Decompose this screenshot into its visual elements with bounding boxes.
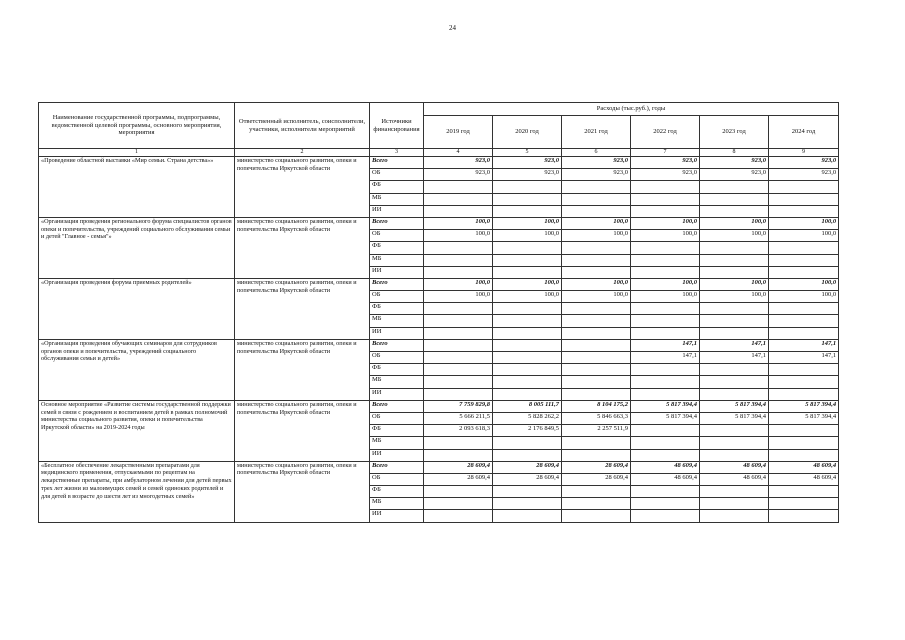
funding-source: ИИ [370, 205, 424, 217]
column-number: 8 [700, 149, 769, 157]
expense-value [631, 254, 700, 266]
expense-value: 28 609,4 [424, 473, 493, 485]
expense-value [769, 364, 839, 376]
expense-value [562, 266, 631, 278]
expense-value: 2 257 511,9 [562, 425, 631, 437]
expense-value [700, 181, 769, 193]
expense-value [769, 388, 839, 400]
expense-value [493, 181, 562, 193]
funding-source: Всего [370, 157, 424, 169]
expense-value [769, 266, 839, 278]
responsible-executor: министерство социального развития, опеки и попечительства Иркутской области [235, 157, 370, 218]
expense-value [631, 388, 700, 400]
expense-value: 923,0 [631, 157, 700, 169]
expense-value: 5 846 663,3 [562, 412, 631, 424]
funding-source: ИИ [370, 449, 424, 461]
expense-value: 923,0 [631, 169, 700, 181]
expense-value: 48 609,4 [700, 461, 769, 473]
expense-value [562, 388, 631, 400]
expense-value: 923,0 [700, 169, 769, 181]
expense-value: 147,1 [700, 339, 769, 351]
funding-source: ФБ [370, 242, 424, 254]
expense-value [493, 327, 562, 339]
expense-value [769, 376, 839, 388]
header-year: 2024 год [769, 116, 839, 149]
expense-value [700, 510, 769, 522]
expense-value [493, 205, 562, 217]
expense-value [562, 437, 631, 449]
expense-value [700, 327, 769, 339]
table-row [39, 278, 839, 290]
expense-value [562, 449, 631, 461]
funding-source: ОБ [370, 291, 424, 303]
expense-value: 100,0 [424, 217, 493, 229]
expense-value [700, 254, 769, 266]
table-row [39, 339, 839, 351]
expense-value [424, 327, 493, 339]
expense-value [700, 242, 769, 254]
expense-value: 100,0 [493, 291, 562, 303]
expense-value: 48 609,4 [769, 473, 839, 485]
activity-name: Основное мероприятие «Развитие системы государственной поддержки семей в связи с рождением и воспитанием детей в рамках полномочий министерства социального развития, опеки и попечительства Иркутской области» на 2019-2024 годы [39, 400, 235, 461]
expense-value [424, 498, 493, 510]
expense-value: 28 609,4 [493, 461, 562, 473]
expense-value [700, 193, 769, 205]
expense-value [769, 498, 839, 510]
expense-value: 48 609,4 [769, 461, 839, 473]
expense-value [769, 510, 839, 522]
activity-name: «Организация проведения регионального форума специалистов органов опеки и попечительства, учреждений социального обслуживания семьи и детей "Главное - семья"» [39, 217, 235, 278]
expense-value [700, 376, 769, 388]
funding-source: ОБ [370, 169, 424, 181]
table-body [39, 157, 839, 523]
expense-value: 923,0 [424, 157, 493, 169]
expense-value: 100,0 [700, 278, 769, 290]
expense-value [631, 242, 700, 254]
expense-value [700, 449, 769, 461]
expense-value [631, 510, 700, 522]
expense-value [424, 352, 493, 364]
expense-value [631, 193, 700, 205]
expense-value: 923,0 [562, 157, 631, 169]
funding-source: МБ [370, 376, 424, 388]
expense-value [424, 205, 493, 217]
expense-value [700, 437, 769, 449]
expense-value [631, 425, 700, 437]
expense-value: 7 759 829,8 [424, 400, 493, 412]
expense-value [424, 254, 493, 266]
expense-value: 147,1 [769, 352, 839, 364]
expense-value: 100,0 [493, 230, 562, 242]
expense-value [562, 193, 631, 205]
expense-value: 28 609,4 [493, 473, 562, 485]
column-number: 3 [370, 149, 424, 157]
expense-value: 48 609,4 [631, 473, 700, 485]
funding-source: ИИ [370, 388, 424, 400]
funding-source: Всего [370, 217, 424, 229]
expense-value [631, 181, 700, 193]
expenses-table [38, 102, 839, 523]
expense-value [493, 266, 562, 278]
expense-value [493, 315, 562, 327]
expense-value: 100,0 [700, 230, 769, 242]
expense-value [631, 303, 700, 315]
expense-value [493, 364, 562, 376]
expense-value [424, 266, 493, 278]
expense-value [424, 376, 493, 388]
expense-value: 100,0 [769, 291, 839, 303]
expense-value [631, 364, 700, 376]
expense-value: 100,0 [769, 217, 839, 229]
expense-value: 923,0 [769, 157, 839, 169]
expense-value [769, 254, 839, 266]
expense-value: 923,0 [493, 169, 562, 181]
expense-value [493, 303, 562, 315]
header-year: 2020 год [493, 116, 562, 149]
expense-value: 5 817 394,4 [769, 412, 839, 424]
funding-source: ФБ [370, 425, 424, 437]
expense-value [424, 339, 493, 351]
funding-source: ИИ [370, 510, 424, 522]
expense-value: 5 817 394,4 [700, 400, 769, 412]
expense-value [562, 205, 631, 217]
expense-value: 8 104 175,2 [562, 400, 631, 412]
expense-value: 100,0 [562, 217, 631, 229]
column-number: 5 [493, 149, 562, 157]
expense-value: 2 093 618,3 [424, 425, 493, 437]
expense-value [631, 376, 700, 388]
expense-value [424, 303, 493, 315]
expense-value [631, 486, 700, 498]
expense-value [493, 437, 562, 449]
table-row [39, 157, 839, 169]
expense-value [769, 425, 839, 437]
expense-value: 923,0 [562, 169, 631, 181]
header-funding-source: Источники финансирования [370, 103, 424, 149]
expense-value: 147,1 [769, 339, 839, 351]
header-executor: Ответственный исполнитель, соисполнители, участники, исполнители мероприятий [235, 103, 370, 149]
expense-value [631, 437, 700, 449]
expense-value [562, 498, 631, 510]
expense-value: 28 609,4 [424, 461, 493, 473]
expense-value [769, 327, 839, 339]
expense-value [424, 193, 493, 205]
table-row [39, 461, 839, 473]
expense-value: 8 005 111,7 [493, 400, 562, 412]
responsible-executor: министерство социального развития, опеки и попечительства Иркутской области [235, 278, 370, 339]
expense-value [424, 388, 493, 400]
activity-name: «Бесплатное обеспечение лекарственными препаратами для медицинского применения, отпускаемыми по рецептам на лекарственные препараты, при амбулаторном лечении для детей первых трех лет жизни из малоимущих семей и семей одиноких родителей и для детей в возрасте до шести лет из многодетных семей» [39, 461, 235, 522]
expense-value: 100,0 [631, 230, 700, 242]
expense-value [493, 388, 562, 400]
expense-value [769, 486, 839, 498]
responsible-executor: министерство социального развития, опеки и попечительства Иркутской области [235, 339, 370, 400]
expense-value [424, 315, 493, 327]
expense-value [562, 327, 631, 339]
responsible-executor: министерство социального развития, опеки и попечительства Иркутской области [235, 400, 370, 461]
expense-value [424, 242, 493, 254]
table-row [39, 400, 839, 412]
expense-value: 147,1 [631, 352, 700, 364]
expense-value [493, 193, 562, 205]
expense-value: 100,0 [562, 230, 631, 242]
expense-value [769, 193, 839, 205]
expense-value [562, 242, 631, 254]
expense-value: 100,0 [424, 291, 493, 303]
expense-value: 100,0 [769, 278, 839, 290]
expense-value [769, 205, 839, 217]
expense-value: 923,0 [700, 157, 769, 169]
expense-value [493, 449, 562, 461]
funding-source: ИИ [370, 327, 424, 339]
expense-value: 100,0 [631, 278, 700, 290]
expense-value [631, 327, 700, 339]
header-year: 2021 год [562, 116, 631, 149]
funding-source: Всего [370, 278, 424, 290]
funding-source: ОБ [370, 412, 424, 424]
activity-name: «Организация проведения обучающих семинаров для сотрудников органов опеки и попечительства, учреждений социального обслуживания семьи и детей» [39, 339, 235, 400]
expense-value [424, 449, 493, 461]
expense-value [493, 510, 562, 522]
expense-value [631, 498, 700, 510]
expense-value [700, 486, 769, 498]
expense-value [631, 449, 700, 461]
expense-value [631, 266, 700, 278]
expense-value: 5 817 394,4 [631, 400, 700, 412]
activity-name: «Организация проведения форума приемных родителей» [39, 278, 235, 339]
expense-value [493, 339, 562, 351]
expense-value [700, 205, 769, 217]
funding-source: ОБ [370, 473, 424, 485]
expense-value [424, 364, 493, 376]
expense-value [424, 510, 493, 522]
header-program-name: Наименование государственной программы, подпрограммы, ведомственной целевой программы, основного мероприятия, мероприятия [39, 103, 235, 149]
expense-value [769, 437, 839, 449]
expense-value: 28 609,4 [562, 461, 631, 473]
expense-value: 5 666 211,5 [424, 412, 493, 424]
expense-value: 100,0 [424, 278, 493, 290]
expense-value: 100,0 [631, 217, 700, 229]
expense-value [424, 486, 493, 498]
expense-value: 147,1 [631, 339, 700, 351]
expense-value: 100,0 [424, 230, 493, 242]
expense-value: 923,0 [769, 169, 839, 181]
expense-value [493, 352, 562, 364]
expense-value [493, 376, 562, 388]
funding-source: ФБ [370, 181, 424, 193]
expense-value: 100,0 [700, 217, 769, 229]
funding-source: МБ [370, 437, 424, 449]
expense-value [562, 181, 631, 193]
expense-value [700, 388, 769, 400]
expense-value [493, 498, 562, 510]
expense-value: 100,0 [700, 291, 769, 303]
header-year: 2023 год [700, 116, 769, 149]
expense-value [631, 205, 700, 217]
column-number: 1 [39, 149, 235, 157]
funding-source: МБ [370, 254, 424, 266]
expense-value [562, 486, 631, 498]
header-expenses: Расходы (тыс.руб.), годы [424, 103, 839, 116]
column-number: 2 [235, 149, 370, 157]
expense-value [700, 425, 769, 437]
expense-value: 100,0 [562, 278, 631, 290]
expense-value [769, 242, 839, 254]
page-number: 24 [449, 24, 456, 32]
expense-value [562, 315, 631, 327]
expense-value: 100,0 [631, 291, 700, 303]
expense-value: 100,0 [493, 217, 562, 229]
expense-value [424, 437, 493, 449]
expense-value [562, 364, 631, 376]
expense-value [700, 303, 769, 315]
expense-value [562, 510, 631, 522]
expense-value: 5 817 394,4 [769, 400, 839, 412]
expense-value [769, 449, 839, 461]
expense-value [769, 315, 839, 327]
expense-value: 48 609,4 [700, 473, 769, 485]
expense-value [700, 364, 769, 376]
funding-source: Всего [370, 339, 424, 351]
table-row [39, 217, 839, 229]
funding-source: МБ [370, 498, 424, 510]
expense-value: 923,0 [493, 157, 562, 169]
expense-value [562, 376, 631, 388]
expense-value: 2 176 849,5 [493, 425, 562, 437]
header-year: 2019 год [424, 116, 493, 149]
expense-value: 5 817 394,4 [700, 412, 769, 424]
expense-value: 48 609,4 [631, 461, 700, 473]
funding-source: ОБ [370, 230, 424, 242]
expense-value [700, 266, 769, 278]
header-year: 2022 год [631, 116, 700, 149]
expense-value: 147,1 [700, 352, 769, 364]
expense-value [700, 498, 769, 510]
expense-value: 5 817 394,4 [631, 412, 700, 424]
funding-source: Всего [370, 461, 424, 473]
funding-source: Всего [370, 400, 424, 412]
expense-value [562, 352, 631, 364]
funding-source: ФБ [370, 364, 424, 376]
column-number: 4 [424, 149, 493, 157]
funding-source: ИИ [370, 266, 424, 278]
expense-value [769, 181, 839, 193]
expense-value [562, 254, 631, 266]
expense-value: 100,0 [769, 230, 839, 242]
expense-value [769, 303, 839, 315]
expense-value [631, 315, 700, 327]
expense-value [562, 339, 631, 351]
expense-value [493, 254, 562, 266]
expense-value [562, 303, 631, 315]
expense-value: 28 609,4 [562, 473, 631, 485]
expense-value: 5 828 262,2 [493, 412, 562, 424]
expense-value [700, 315, 769, 327]
column-number: 6 [562, 149, 631, 157]
responsible-executor: министерство социального развития, опеки и попечительства Иркутской области [235, 217, 370, 278]
expense-value: 100,0 [493, 278, 562, 290]
expense-value [493, 242, 562, 254]
funding-source: МБ [370, 315, 424, 327]
funding-source: ФБ [370, 303, 424, 315]
activity-name: «Проведение областной выставки «Мир семьи. Страна детства»» [39, 157, 235, 218]
responsible-executor: министерство социального развития, опеки и попечительства Иркутской области [235, 461, 370, 522]
expense-value [424, 181, 493, 193]
expense-value: 100,0 [562, 291, 631, 303]
expense-value: 923,0 [424, 169, 493, 181]
column-number: 7 [631, 149, 700, 157]
funding-source: ОБ [370, 352, 424, 364]
expense-value [493, 486, 562, 498]
funding-source: ФБ [370, 486, 424, 498]
column-number: 9 [769, 149, 839, 157]
funding-source: МБ [370, 193, 424, 205]
